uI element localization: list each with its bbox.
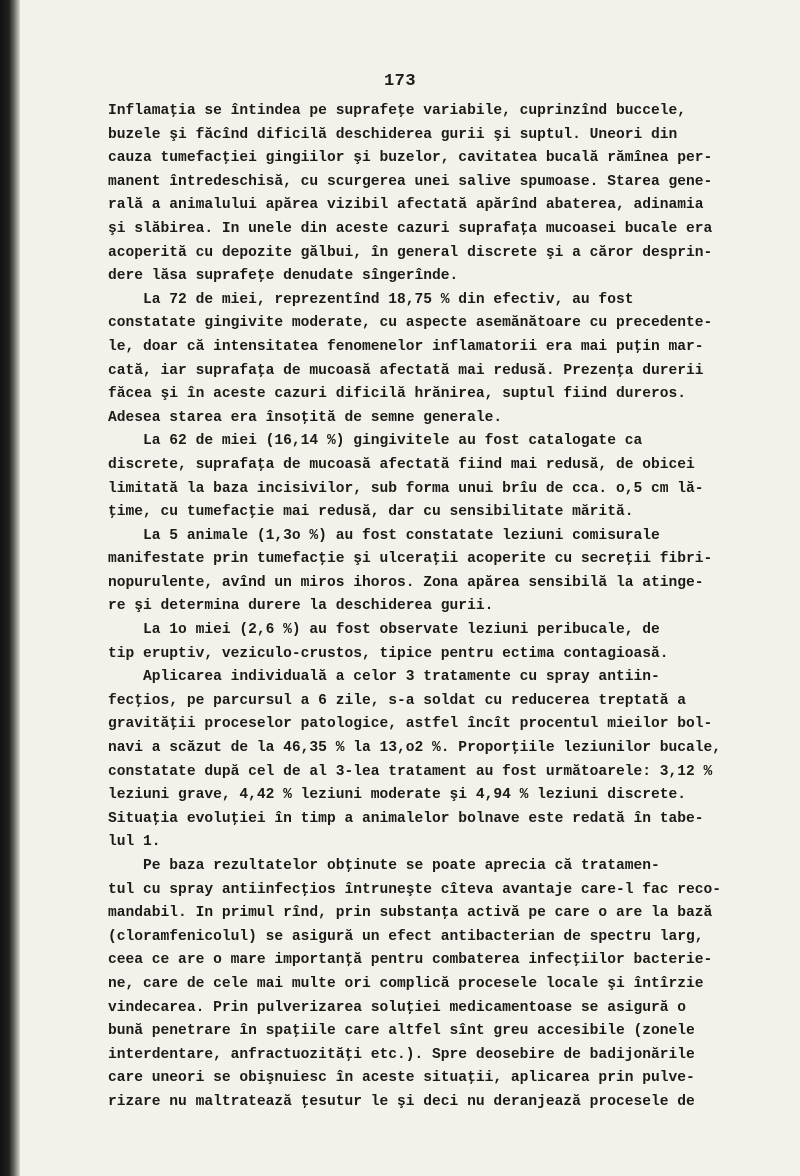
text-line: manifestate prin tumefacţie şi ulceraţii acoperite cu secreţii fibri- [108, 551, 713, 568]
text-line: ceea ce are o mare importanţă pentru combaterea infecţiilor bacterie- [108, 952, 713, 969]
text-line: gravităţii proceselor patologice, astfel încît procentul mieilor bol- [108, 716, 713, 733]
book-binding-edge [0, 0, 20, 1176]
text-line: leziuni grave, 4,42 % leziuni moderate şi 4,94 % leziuni discrete. [108, 787, 687, 804]
text-line: discrete, suprafaţa de mucoasă afectată fiind mai redusă, de obicei [108, 456, 695, 473]
text-line: ne, care de cele mai multe ori complică procesele locale şi întîrzie [108, 975, 704, 992]
text-line: fecţios, pe parcursul a 6 zile, s-a soldat cu reducerea treptată a [108, 692, 687, 709]
text-line: Pe baza rezultatelor obţinute se poate aprecia că tratamen- [108, 858, 660, 874]
text-line: (cloramfenicolul) se asigură un efect antibacterian de spectru larg, [108, 928, 704, 945]
text-line: La 1o miei (2,6 %) au fost observate leziuni peribucale, de [108, 622, 660, 639]
text-line: buzele şi făcînd dificilă deschiderea gurii şi suptul. Uneori din [108, 126, 678, 143]
text-line: acoperită cu depozite gălbui, în general discrete şi a căror desprin- [108, 244, 713, 261]
text-line: rizare nu maltratează ţesutur le şi deci nu deranjează procesele de [108, 1093, 695, 1110]
text-line: Adesea starea era însoţită de semne generale. [108, 409, 503, 426]
text-line: dere lăsa suprafeţe denudate sîngerînde. [108, 268, 459, 285]
text-line: nopurulente, avînd un miros ihoros. Zona apărea sensibilă la atinge- [108, 574, 704, 591]
text-line: cată, iar suprafaţa de mucoasă afectată mai redusă. Prezenţa durerii [108, 362, 704, 379]
text-line: constatate gingivite moderate, cu aspecte asemănătoare cu precedente- [108, 315, 713, 332]
page-number: 173 [383, 72, 417, 91]
text-line: Inflamaţia se întindea pe suprafeţe variabile, cuprinzînd buccele, [108, 103, 687, 119]
text-line: şi slăbirea. In unele din aceste cazuri suprafaţa mucoasei bucale era [108, 220, 713, 237]
text-line: Aplicarea individuală a celor 3 tratamente cu spray antiin- [108, 669, 660, 686]
text-line: constatate după cel de al 3-lea tratament au fost următoarele: 3,12 % [108, 763, 713, 780]
text-line: Situaţia evoluţiei în timp a animalelor bolnave este redată în tabe- [108, 810, 704, 827]
text-line: limitată la baza incisivilor, sub forma unui brîu de cca. o,5 cm lă- [108, 480, 704, 497]
text-line: navi a scăzut de la 46,35 % la 13,o2 %. Proporţiile leziunilor bucale, [108, 740, 722, 757]
text-line: bună penetrare în spaţiile care altfel sînt greu accesibile (zonele [108, 1023, 695, 1040]
text-line: manent întredeschisă, cu scurgerea unei salive spumoase. Starea gene- [108, 173, 713, 190]
text-line: făcea şi în aceste cazuri dificilă hrănirea, suptul fiind dureros. [108, 386, 687, 403]
text-line: interdentare, anfractuozităţi etc.). Spre deosebire de badijonările [108, 1046, 695, 1063]
text-line: tip eruptiv, veziculo-crustos, tipice pentru ectima contagioasă. [108, 645, 669, 662]
text-line: lul 1. [108, 834, 161, 851]
text-line: La 62 de miei (16,14 %) gingivitele au fost catalogate ca [108, 433, 643, 450]
text-line: ţime, cu tumefacţie mai redusă, dar cu sensibilitate mărită. [108, 504, 634, 521]
text-line: La 72 de miei, reprezentînd 18,75 % din efectiv, au fost [108, 291, 634, 308]
text-line: cauza tumefacţiei gingiilor şi buzelor, cavitatea bucală rămînea per- [108, 150, 713, 167]
text-line: re şi determina durere la deschiderea gurii. [108, 598, 494, 615]
text-line: La 5 animale (1,3o %) au fost constatate leziuni comisurale [108, 527, 660, 544]
body-text [108, 100, 768, 1115]
text-line: vindecarea. Prin pulverizarea soluţiei medicamentoase se asigură o [108, 999, 687, 1016]
text-line: rală a animalului apărea vizibil afectată apărînd abaterea, adinamia [108, 197, 704, 214]
text-line: care uneori se obişnuiesc în aceste situaţii, aplicarea prin pulve- [108, 1070, 695, 1087]
text-line: le, doar că intensitatea fenomenelor inflamatorii era mai puţin mar- [108, 338, 704, 355]
text-line: mandabil. In primul rînd, prin substanţa activă pe care o are la bază [108, 905, 713, 922]
text-line: tul cu spray antiinfecţios întruneşte cîteva avantaje care-l fac reco- [108, 881, 722, 898]
